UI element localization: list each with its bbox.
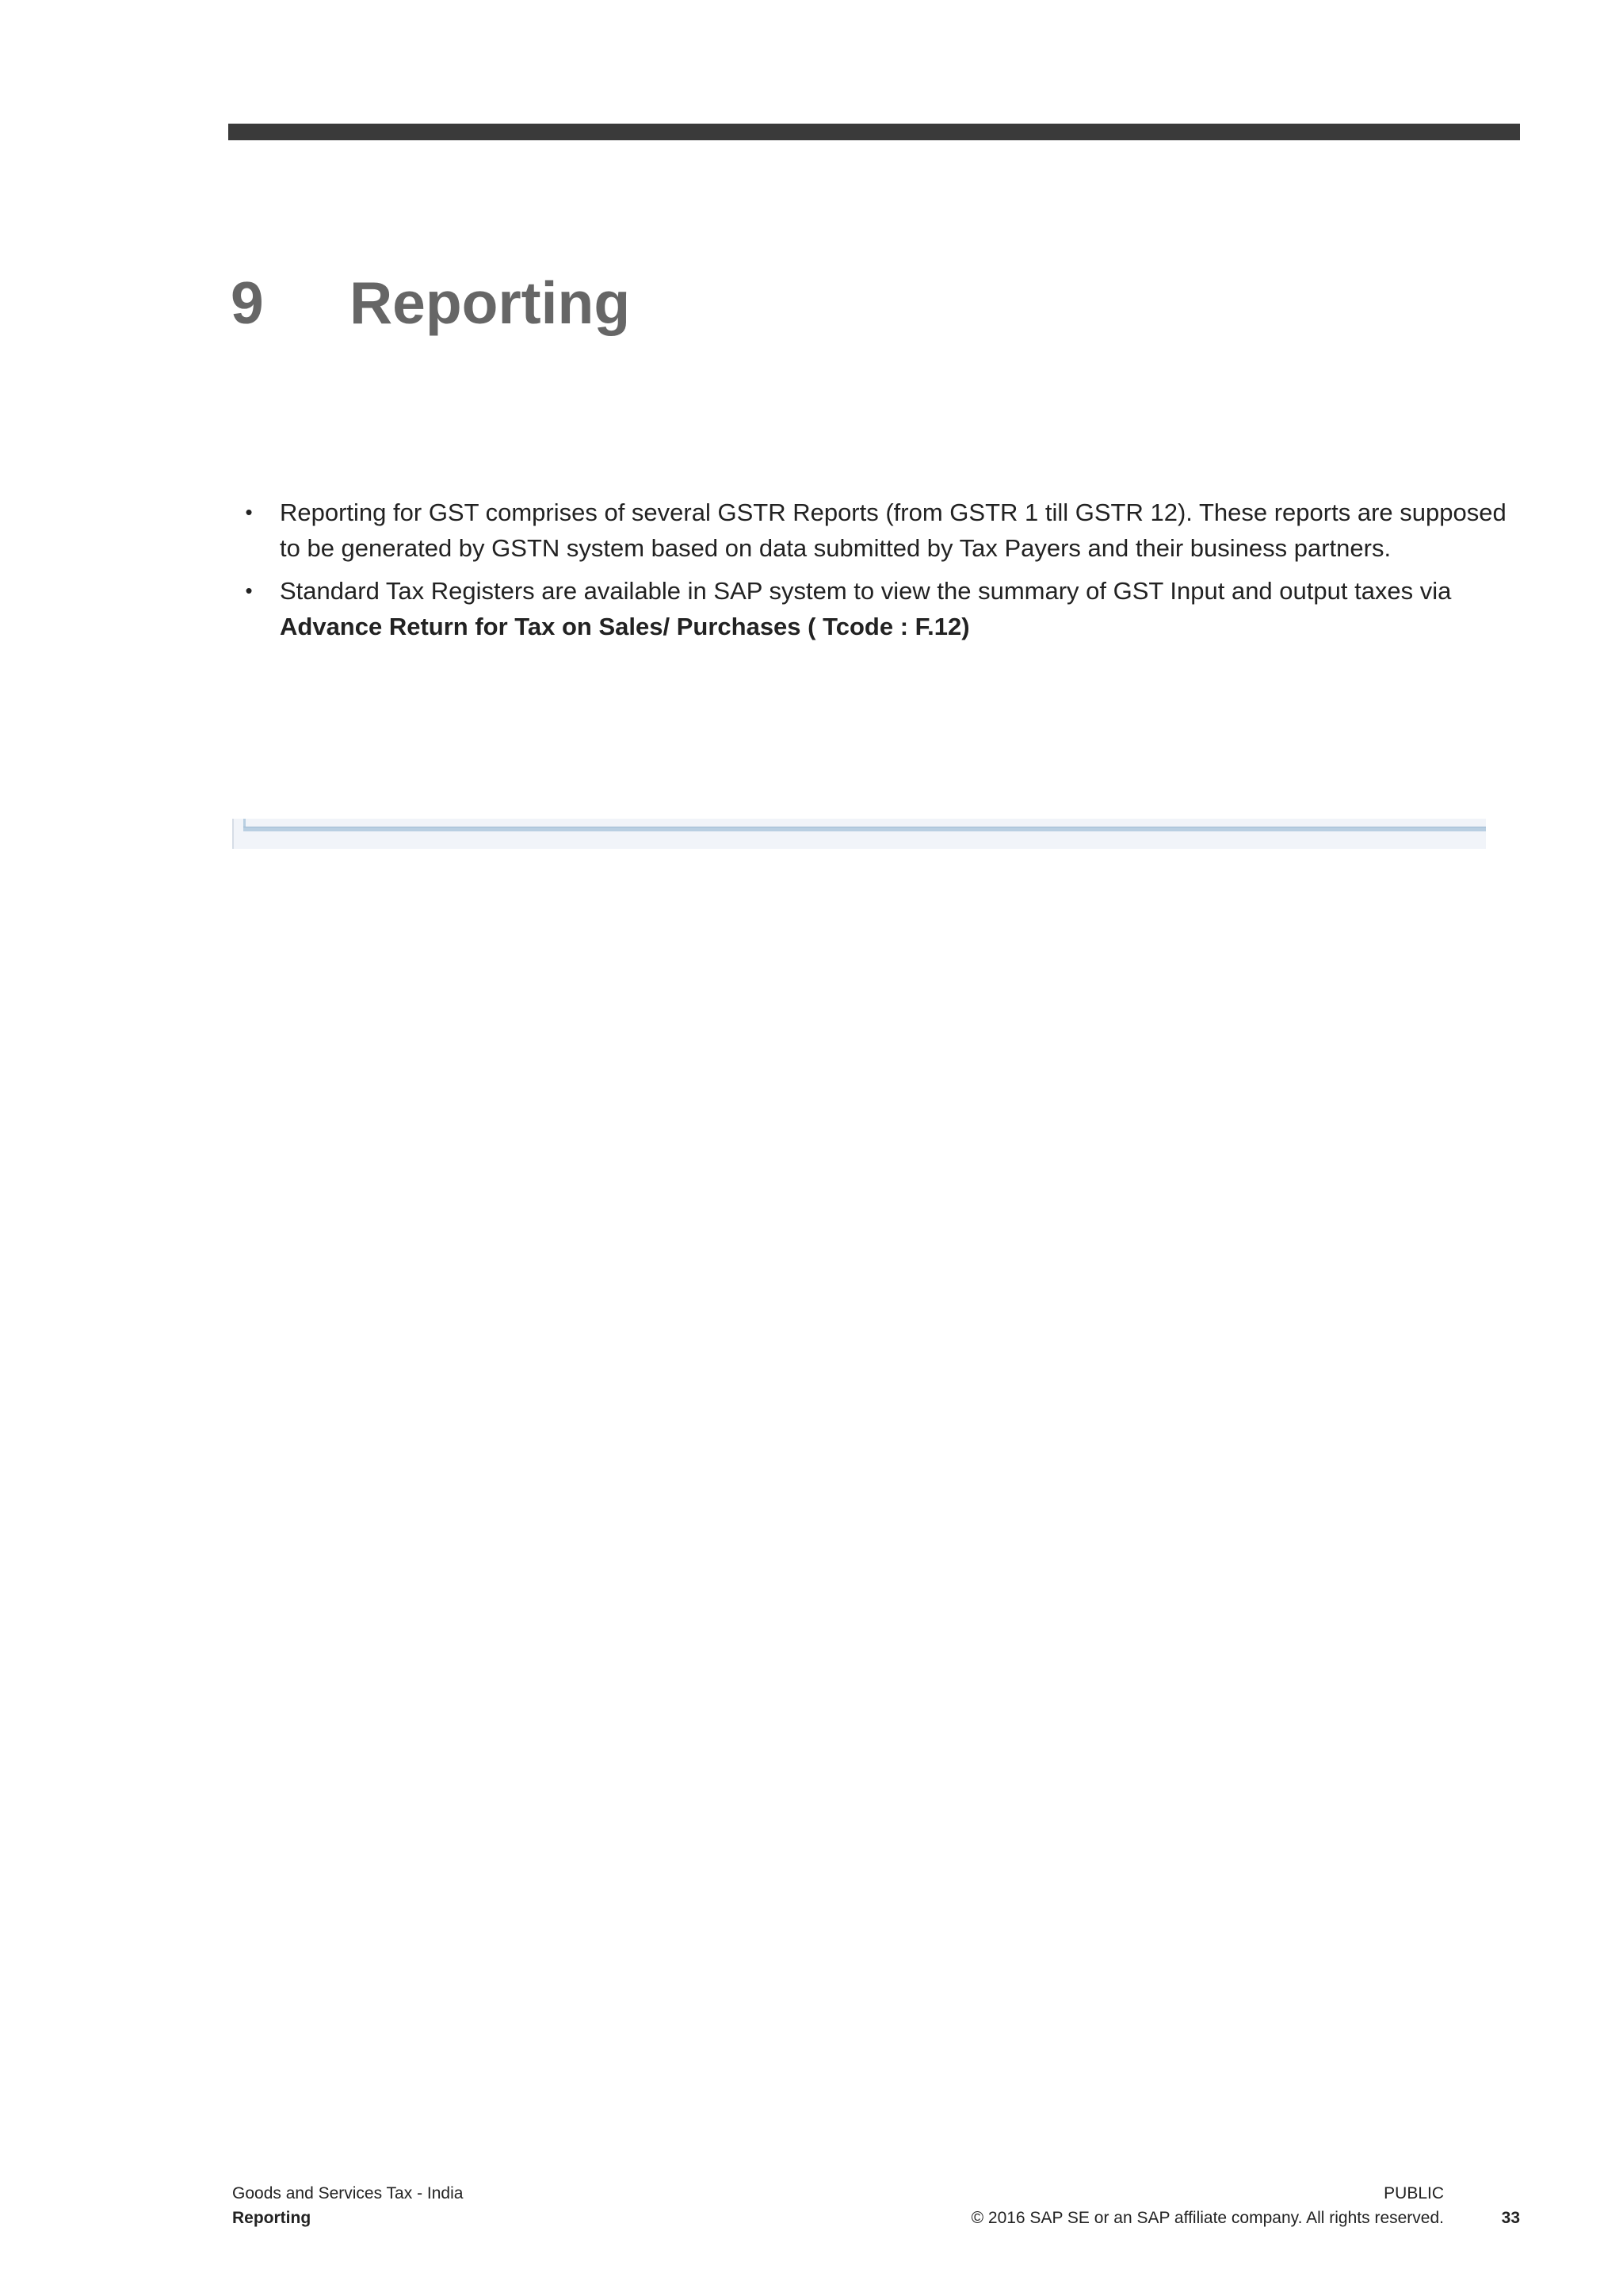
chapter-heading (231, 269, 631, 336)
sap-screenshot-fragment (232, 819, 1486, 849)
bullet-icon: • (245, 500, 253, 524)
bullet-bold-text: Advance Return for Tax on Sales/ Purchases ( Tcode : F.12) (280, 613, 970, 640)
list-item (239, 495, 1507, 566)
footer-document-title: Goods and Services Tax - India (232, 2184, 464, 2202)
footer-copyright: © 2016 SAP SE or an SAP affiliate company. All rights reserved. (971, 2209, 1444, 2227)
footer-classification: PUBLIC (1384, 2184, 1444, 2202)
chapter-number: 9 (231, 269, 264, 336)
bullet-text: Standard Tax Registers are available in SAP system to view the summary of GST Input and output taxes via (280, 577, 1452, 605)
list-item (239, 573, 1507, 644)
bullet-icon: • (245, 579, 253, 602)
footer-left (232, 2181, 463, 2230)
chapter-title: Reporting (349, 269, 631, 336)
footer-section: Reporting (232, 2209, 311, 2227)
frame-border (243, 827, 1486, 831)
footer-right (972, 2181, 1444, 2230)
bullet-text: Reporting for GST comprises of several GSTR Reports (from GSTR 1 till GSTR 12). These reports are supposed to be generated by GSTN system based on data submitted by Tax Payers and their business partners. (280, 499, 1507, 562)
page-number: 33 (1501, 2209, 1520, 2227)
bullet-list (239, 495, 1507, 651)
header-rule (228, 124, 1520, 140)
